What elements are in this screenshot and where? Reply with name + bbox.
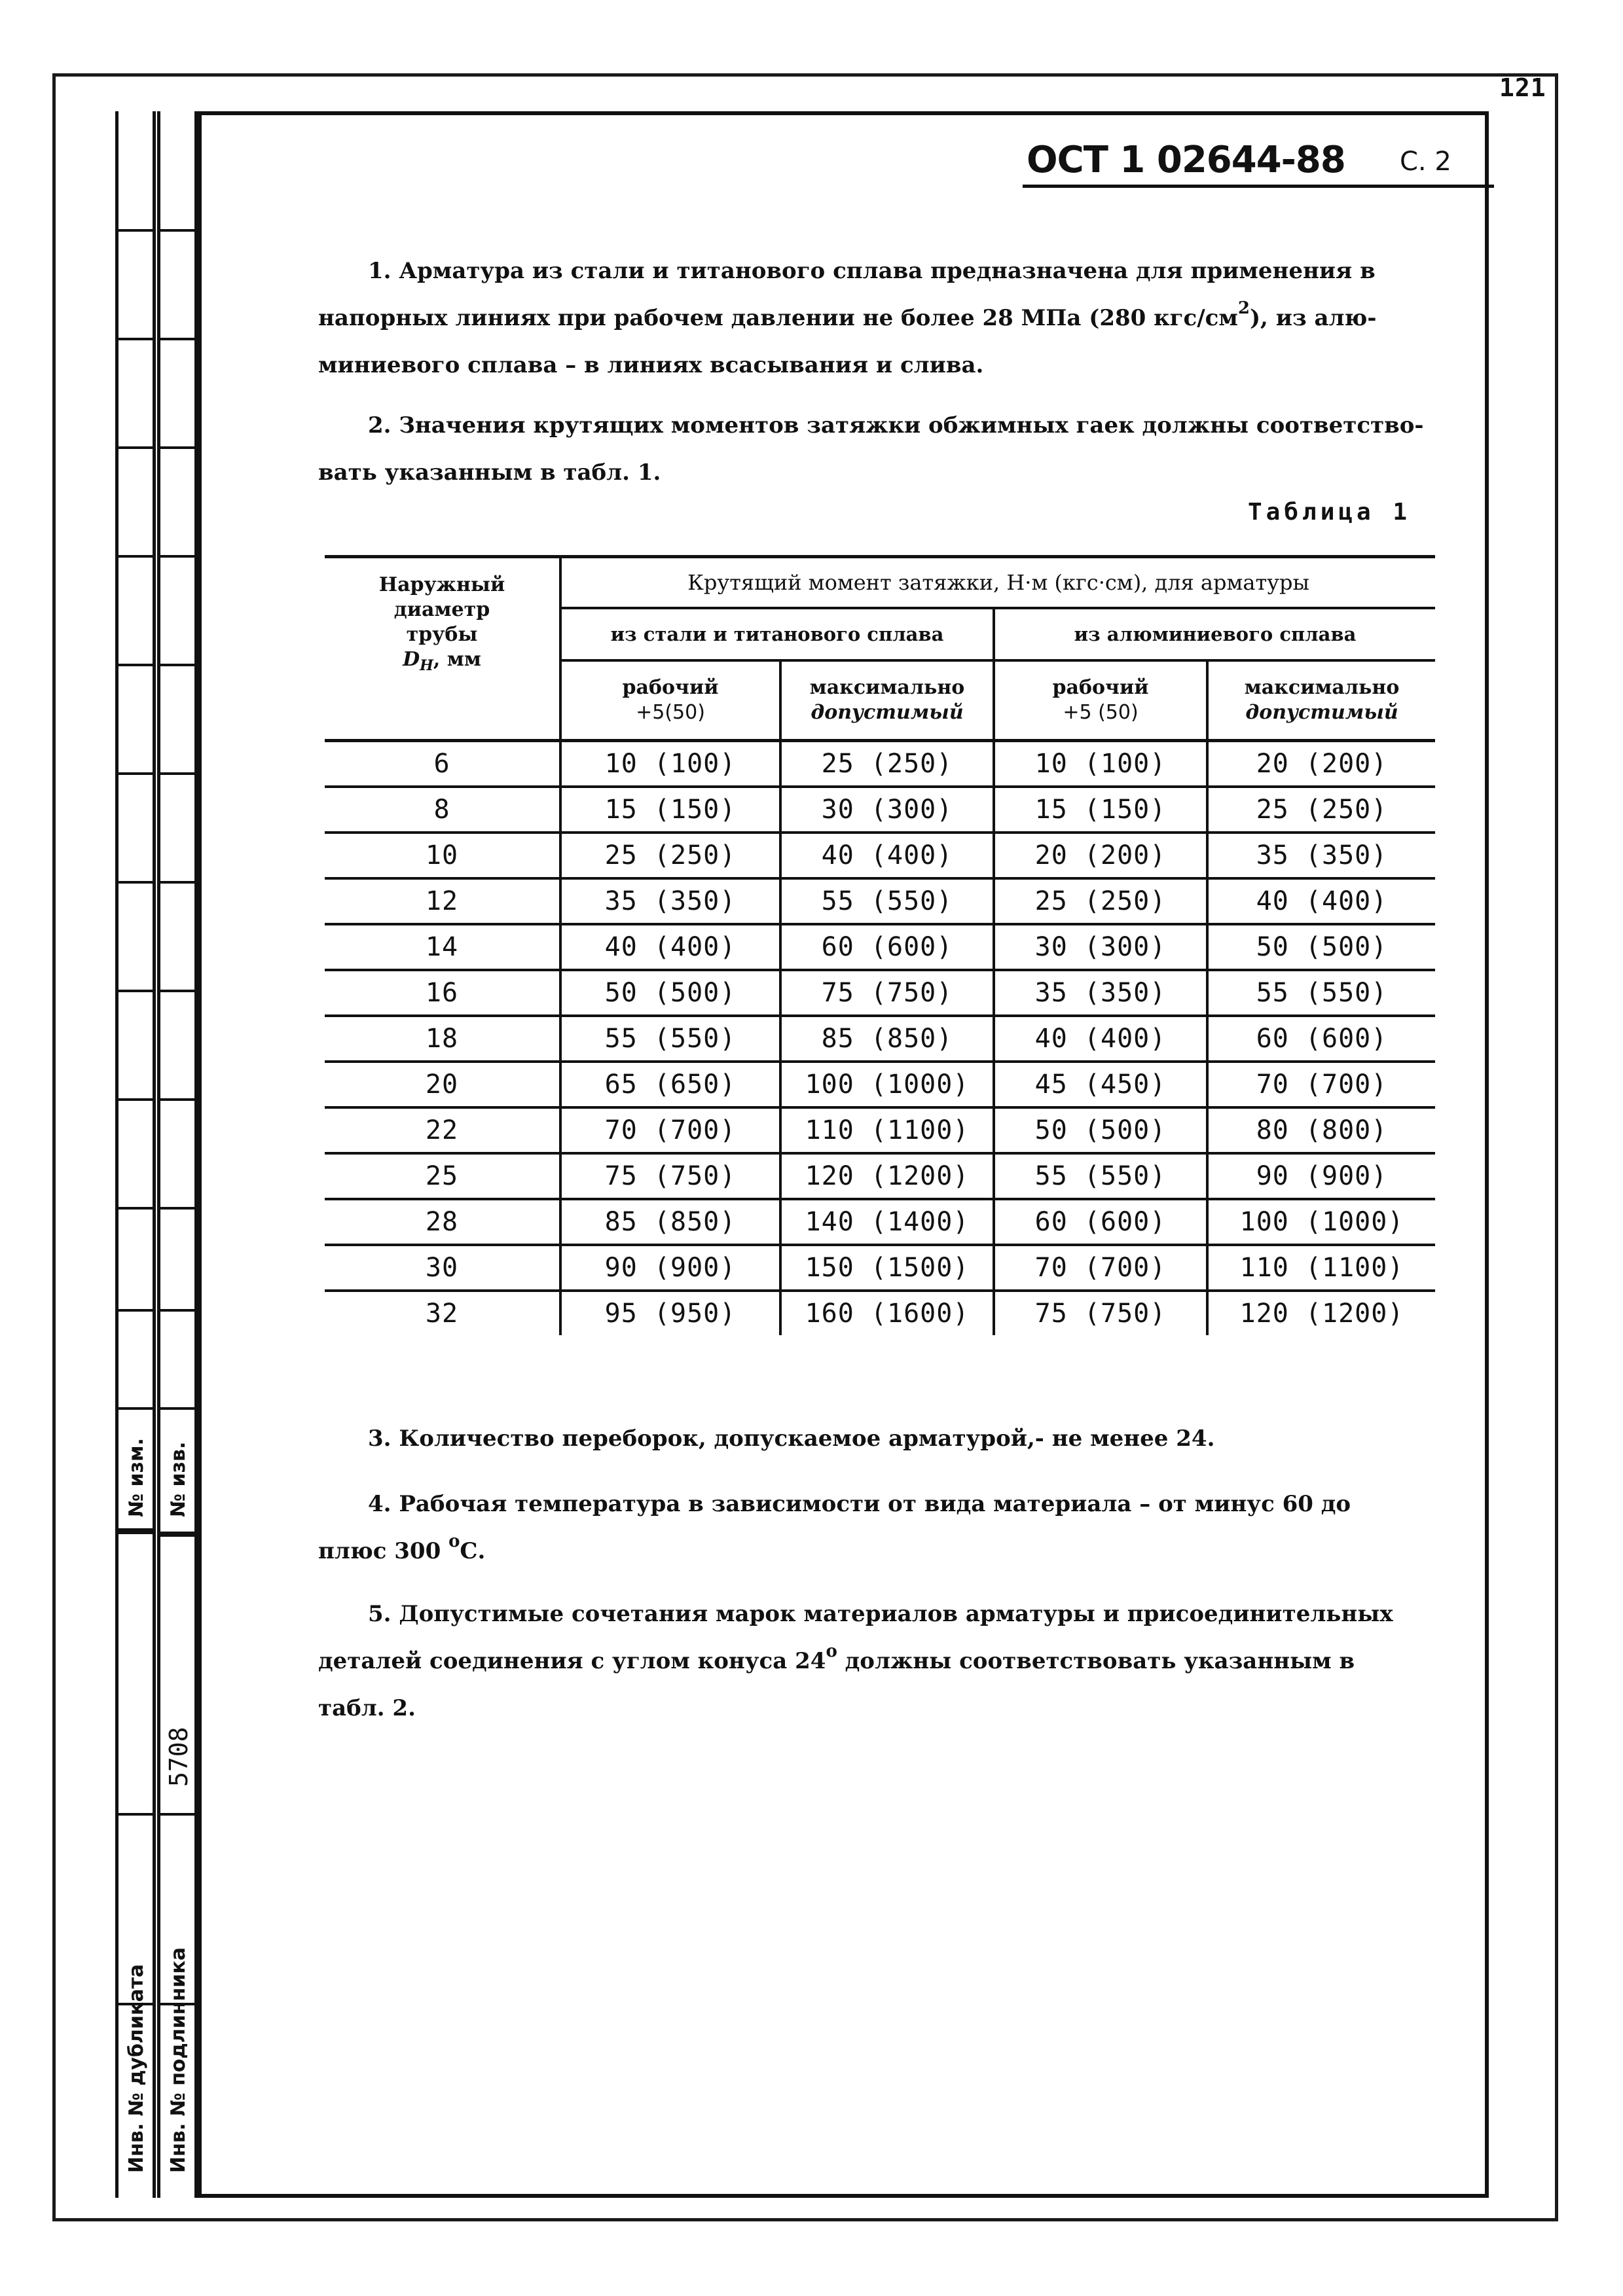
cell-diameter: 16	[325, 970, 560, 1016]
cone-degree-sign: o	[826, 1641, 837, 1661]
table-row	[325, 970, 1435, 1016]
cell-diameter: 25	[325, 1153, 560, 1199]
cell-diameter: 10	[325, 833, 560, 878]
cell-diameter: 28	[325, 1199, 560, 1245]
margin-column-a	[115, 111, 156, 2198]
paragraph-5-line-1: 5. Допустимые сочетания марок материалов арматуры и присоединительных	[368, 1601, 1393, 1627]
header-diameter-line-1: Наружный	[378, 573, 505, 596]
cell-torque: 70 (700)	[1207, 1062, 1435, 1107]
cell-torque: 25 (250)	[780, 741, 994, 787]
alu-max-label-1: максимально	[1244, 676, 1400, 699]
cell-torque: 55 (550)	[560, 1016, 780, 1062]
cell-torque: 60 (600)	[1207, 1016, 1435, 1062]
paragraph-4-line-1: 4. Рабочая температура в зависимости от вида материала – от минус 60 до	[368, 1491, 1351, 1517]
cell-torque: 25 (250)	[1207, 787, 1435, 833]
paragraph-4-line-2-end: С.	[460, 1538, 486, 1564]
header-diameter-line-3: трубы	[406, 623, 478, 646]
paragraph-2-line-1: 2. Значения крутящих моментов затяжки обжимных гаек должны соответство-	[368, 412, 1424, 439]
change-number-label: № изм.	[125, 1438, 148, 1517]
cell-torque: 55 (550)	[780, 878, 994, 924]
table-row	[325, 1107, 1435, 1153]
cell-torque: 40 (400)	[1207, 878, 1435, 924]
cell-torque: 20 (200)	[1207, 741, 1435, 787]
cell-torque: 50 (500)	[560, 970, 780, 1016]
paragraph-2	[318, 402, 1431, 496]
alu-working-tolerance: +5 (50)	[1063, 701, 1139, 724]
steel-max-label-1: максимально	[809, 676, 965, 699]
cell-torque: 75 (750)	[994, 1291, 1207, 1335]
cell-torque: 75 (750)	[780, 970, 994, 1016]
cell-torque: 65 (650)	[560, 1062, 780, 1107]
cell-torque: 15 (150)	[994, 787, 1207, 833]
table-row	[325, 1153, 1435, 1199]
header-diameter-line-2: диаметр	[393, 598, 490, 621]
paragraph-5-line-2-end: должны соответствовать указанным в	[837, 1648, 1355, 1674]
cell-torque: 50 (500)	[1207, 924, 1435, 970]
paragraph-1-line-2: напорных линиях при рабочем давлении не более 28 МПа (280 кгс/см	[318, 305, 1238, 331]
cell-diameter: 8	[325, 787, 560, 833]
cell-torque: 10 (100)	[994, 741, 1207, 787]
table-row	[325, 1062, 1435, 1107]
cell-torque: 25 (250)	[560, 833, 780, 878]
cell-diameter: 18	[325, 1016, 560, 1062]
diameter-unit: , мм	[433, 648, 481, 671]
cell-torque: 35 (350)	[560, 878, 780, 924]
diameter-symbol: D	[403, 648, 420, 671]
paragraph-5-line-2: деталей соединения с углом конуса 24	[318, 1648, 826, 1674]
standard-designation: ОСТ 1 02644-88	[1027, 139, 1345, 181]
table-row	[325, 1199, 1435, 1245]
page-number: 121	[1499, 73, 1546, 102]
header-outer-diameter	[325, 557, 560, 741]
cell-torque: 30 (300)	[994, 924, 1207, 970]
cell-diameter: 12	[325, 878, 560, 924]
header-steel-working	[560, 660, 780, 741]
paragraph-3	[318, 1415, 1431, 1462]
cell-torque: 85 (850)	[560, 1199, 780, 1245]
cell-torque: 75 (750)	[560, 1153, 780, 1199]
paragraph-4	[318, 1480, 1431, 1575]
header-alu-max	[1207, 660, 1435, 741]
cell-torque: 80 (800)	[1207, 1107, 1435, 1153]
duplicate-inventory-label: Инв. № дубликата	[125, 1964, 148, 2173]
steel-working-tolerance: +5(50)	[636, 701, 705, 724]
table-row	[325, 741, 1435, 787]
paragraph-1-line-1: 1. Арматура из стали и титанового сплава предназначена для применения в	[368, 258, 1376, 284]
table-row	[325, 878, 1435, 924]
paragraph-1	[318, 247, 1431, 389]
cell-torque: 60 (600)	[780, 924, 994, 970]
alu-working-label: рабочий	[1052, 676, 1149, 699]
alu-max-label-2: допустимый	[1245, 701, 1398, 724]
cell-diameter: 30	[325, 1245, 560, 1291]
cell-torque: 30 (300)	[780, 787, 994, 833]
cell-torque: 70 (700)	[994, 1245, 1207, 1291]
steel-working-label: рабочий	[622, 676, 719, 699]
header-steel-max	[780, 660, 994, 741]
cell-diameter: 32	[325, 1291, 560, 1335]
original-inventory-label: Инв. № подлинника	[167, 1947, 190, 2173]
cell-torque: 85 (850)	[780, 1016, 994, 1062]
cell-diameter: 22	[325, 1107, 560, 1153]
table-row	[325, 1016, 1435, 1062]
notice-number-label: № изв.	[167, 1441, 190, 1517]
cell-diameter: 14	[325, 924, 560, 970]
cell-torque: 95 (950)	[560, 1291, 780, 1335]
paragraph-1-line-3: миниевого сплава – в линиях всасывания и слива.	[318, 352, 984, 378]
cell-torque: 25 (250)	[994, 878, 1207, 924]
cell-torque: 15 (150)	[560, 787, 780, 833]
cell-torque: 40 (400)	[994, 1016, 1207, 1062]
cell-torque: 40 (400)	[780, 833, 994, 878]
cell-diameter: 6	[325, 741, 560, 787]
cell-torque: 120 (1200)	[780, 1153, 994, 1199]
paragraph-3-text: 3. Количество переборок, допускаемое арматурой,- не менее 24.	[368, 1426, 1215, 1452]
table-caption: Таблица 1	[1248, 499, 1412, 526]
header-alu-working	[994, 660, 1207, 741]
table-row	[325, 924, 1435, 970]
cell-torque: 110 (1100)	[780, 1107, 994, 1153]
table-body	[325, 741, 1435, 1336]
table-row	[325, 1291, 1435, 1335]
cell-torque: 90 (900)	[1207, 1153, 1435, 1199]
cell-torque: 55 (550)	[1207, 970, 1435, 1016]
table-row	[325, 833, 1435, 878]
paragraph-2-line-2: вать указанным в табл. 1.	[318, 459, 661, 486]
cell-torque: 55 (550)	[994, 1153, 1207, 1199]
cell-torque: 100 (1000)	[1207, 1199, 1435, 1245]
paragraph-5-line-3: табл. 2.	[318, 1695, 416, 1721]
cell-torque: 150 (1500)	[780, 1245, 994, 1291]
cell-torque: 45 (450)	[994, 1062, 1207, 1107]
cell-torque: 20 (200)	[994, 833, 1207, 878]
header-aluminium: из алюминиевого сплава	[994, 608, 1435, 660]
steel-max-label-2: допустимый	[811, 701, 964, 724]
superscript-2: 2	[1237, 298, 1250, 318]
cell-torque: 40 (400)	[560, 924, 780, 970]
sheet-number: С. 2	[1400, 147, 1451, 177]
cell-torque: 120 (1200)	[1207, 1291, 1435, 1335]
cell-torque: 50 (500)	[994, 1107, 1207, 1153]
cell-torque: 100 (1000)	[780, 1062, 994, 1107]
cell-torque: 160 (1600)	[780, 1291, 994, 1335]
margin-column-b	[157, 111, 198, 2198]
inventory-number: 5708	[164, 1727, 193, 1787]
paragraph-4-line-2: плюс 300	[318, 1538, 449, 1564]
cell-torque: 140 (1400)	[780, 1199, 994, 1245]
table-row	[325, 787, 1435, 833]
paragraph-1-line-2-end: ), из алю-	[1249, 305, 1377, 331]
degree-sign: o	[448, 1532, 460, 1551]
cell-torque: 35 (350)	[994, 970, 1207, 1016]
cell-torque: 10 (100)	[560, 741, 780, 787]
table-row	[325, 1245, 1435, 1291]
cell-torque: 70 (700)	[560, 1107, 780, 1153]
header-underline	[1023, 185, 1494, 188]
cell-torque: 35 (350)	[1207, 833, 1435, 878]
cell-torque: 90 (900)	[560, 1245, 780, 1291]
cell-diameter: 20	[325, 1062, 560, 1107]
cell-torque: 110 (1100)	[1207, 1245, 1435, 1291]
paragraph-5	[318, 1590, 1431, 1732]
header-torque-group: Крутящий момент затяжки, Н·м (кгс·см), для арматуры	[560, 557, 1435, 609]
header-steel-titanium: из стали и титанового сплава	[560, 608, 994, 660]
torque-table	[325, 555, 1435, 1335]
cell-torque: 60 (600)	[994, 1199, 1207, 1245]
diameter-subscript: Н	[420, 657, 433, 674]
